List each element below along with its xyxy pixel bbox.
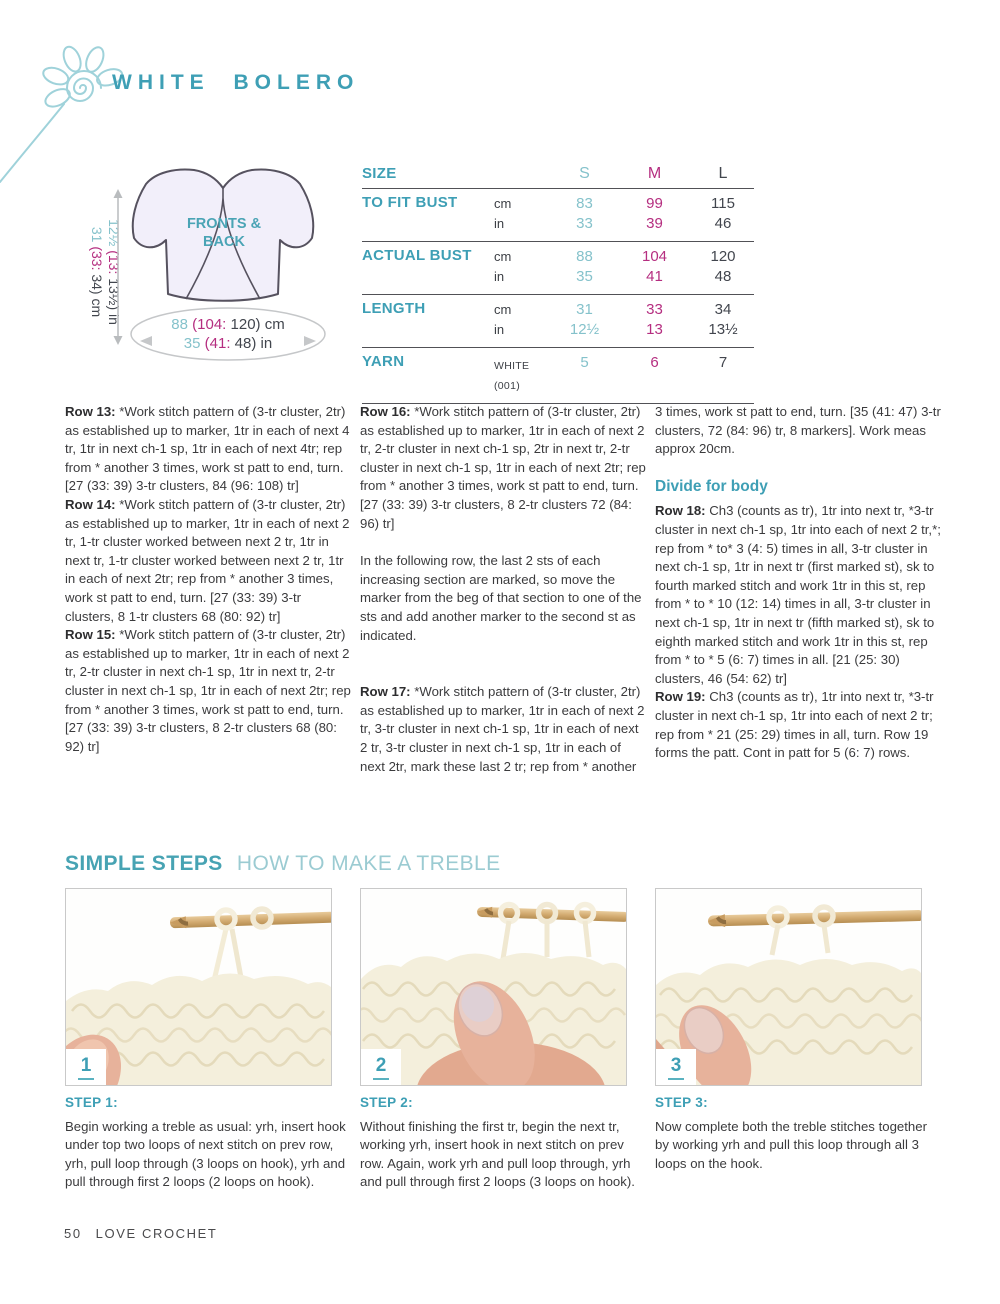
step-number-badge: 1 [66,1049,106,1085]
vertical-arrow [111,188,125,346]
row-14: Row 14: *Work stitch pattern of (3-tr cluster, 2tr) as established up to marker, 1tr in each of next 2 tr, 1-tr cluster worked between next 2 tr, 1tr in next tr, 1-tr cluster worked between next 2 tr, 1tr in each of next 2tr; rep from * another 3 times, work st patt to end, turn. [27 (33: 39) 3-tr clusters, 8 1-tr clusters 68 (80: 92) tr] [65,496,350,624]
row-18: Row 18: Ch3 (counts as tr), 1tr into next tr, *3-tr cluster in next ch-1 sp, 1tr into each of next 2 tr,*; rep from * to* 3 (4: 5) times in all, 3-tr cluster in next ch-1 sp, 1tr in next tr (first marked st), sk to fourth marked stitch and work 1tr in this st, rep from * to * 10 (12: 14) times in all, 3-tr cluster in next ch-1 sp, 1tr in next tr (fifth marked st), sk to eighth marked stitch and work 1tr in this st, rep from * to * 5 (6: 7) times in all. [21 (25: 30) clusters, 46 (54: 62) tr] [655,503,941,686]
col-header-m: M [647,165,662,182]
diagram-length-measurement: 12½ (13: 13½) in 31 (33: 34) cm [89,219,122,325]
table-row: TO FIT BUST cm in 83 33 99 39 115 46 [362,189,754,242]
row-17-continued: 3 times, work st patt to end, turn. [35 (41: 47) 3-tr clusters, 72 (84: 96) tr, 8 markers]. Work meas approx 20cm. [655,404,941,457]
simple-steps-heading [65,852,501,876]
step-3-text: Now complete both the treble stitches together by working yrh and pull this loop through all 3 loops on the hook. [655,1118,927,1171]
row-16: Row 16: *Work stitch pattern of (3-tr cluster, 2tr) as established up to marker, 1tr in each of next 2 tr, 2-tr cluster in next ch-1 sp, 2tr in next tr, 2-tr cluster in next ch-1 sp, 1tr in each of next 2tr; rep from * another 3 times, work st patt to end, turn. [27 (33: 39) 3-tr clusters, 8 2-tr clusters 72 (84: 96) tr] [360,404,646,531]
step-photo-2 [360,888,627,1086]
step-3-heading: STEP 3: [655,1095,708,1110]
magazine-name: LOVE CROCHET [95,1226,218,1241]
pattern-column-1 [65,403,353,756]
page-footer [64,1226,217,1241]
simple-steps-title: SIMPLE STEPS [65,852,223,875]
marker-note: In the following row, the last 2 sts of each increasing section are marked, so move the marker from the beg of that section to one of the sts and add another marker to the second st as indicated. [360,553,642,643]
row-13: Row 13: *Work stitch pattern of (3-tr cluster, 2tr) as established up to marker, 1tr in each of next 4 tr, 1tr in next ch-1 sp, 1tr in each of next 4tr; rep from * another 3 times, work st patt to end, turn. [27 (33: 39) 3-tr clusters, 84 (96: 108) tr] [65,404,350,494]
size-table [362,162,754,404]
diagram-width-measurement: 88 (104: 120) cm 35 (41: 48) in [171,316,285,352]
step-1-text: Begin working a treble as usual: yrh, insert hook under top two loops of next stitch on prev row, yrh, pull loop through (3 loops on hook), yrh and pull through first 2 loops (2 loops on hook). [65,1118,346,1190]
pattern-column-2 [360,403,648,776]
row-19: Row 19: Ch3 (counts as tr), 1tr into next tr, *3-tr cluster in next ch-1 sp, 1tr into each of next 2 tr; rep from * 21 (25: 29) times in all, turn. Row 19 forms the patt. Cont in patt for 5 (6: 7) rows. [655,689,934,761]
table-row: LENGTH cm in 31 12½ 33 13 34 13½ [362,295,754,348]
col-header-size: SIZE [362,165,397,182]
simple-steps-subtitle: HOW TO MAKE A TREBLE [236,852,501,875]
step-number-badge: 3 [656,1049,696,1085]
size-table-header [362,162,754,189]
step-2-text: Without finishing the first tr, begin the next tr, working yrh, insert hook in next stitch on prev row. Again, work yrh and pull loop through, yrh and pull through first 2 loops (3 loops on hook). [360,1118,635,1190]
pattern-column-3 [655,403,943,763]
table-row: ACTUAL BUST cm in 88 35 104 41 120 48 [362,242,754,295]
section-heading-divide-for-body: Divide for body [655,477,768,495]
page-title: WHITE BOLERO [112,71,360,94]
step-2-heading: STEP 2: [360,1095,413,1110]
page-number: 50 [64,1226,82,1241]
step-photo-3 [655,888,922,1086]
col-header-s: S [579,165,590,182]
row-15: Row 15: *Work stitch pattern of (3-tr cluster, 2tr) as established up to marker, 1tr in each of next 2 tr, 2-tr cluster in next ch-1 sp, 1tr in next tr, 2-tr cluster in next ch-1 sp, 1tr in each of next 2tr; rep from * another 3 times, work st patt to end, turn. [27 (33: 39) 3-tr clusters, 8 2-tr clusters 68 (80: 92) tr] [65,627,351,754]
col-header-l: L [718,165,728,182]
step-3-caption [655,1094,943,1173]
step-1-caption [65,1094,353,1192]
row-17: Row 17: *Work stitch pattern of (3-tr cluster, 2tr) as established up to marker, 1tr in each of next 2 tr, 3-tr cluster in next ch-1 sp, 1tr in each of next 2 tr, 3-tr cluster in next ch-1 sp, 1tr in each of next 2tr, mark these last 2 tr; rep from * another [360,684,645,774]
table-row: YARN WHITE (001) 5 6 7 [362,348,754,404]
bolero-schematic [128,162,318,312]
garment-label-line2: BACK [203,234,245,250]
step-number-badge: 2 [361,1049,401,1085]
step-1-heading: STEP 1: [65,1095,118,1110]
garment-label-line1: FRONTS & [186,216,262,232]
step-2-caption [360,1094,648,1192]
step-photo-1 [65,888,332,1086]
